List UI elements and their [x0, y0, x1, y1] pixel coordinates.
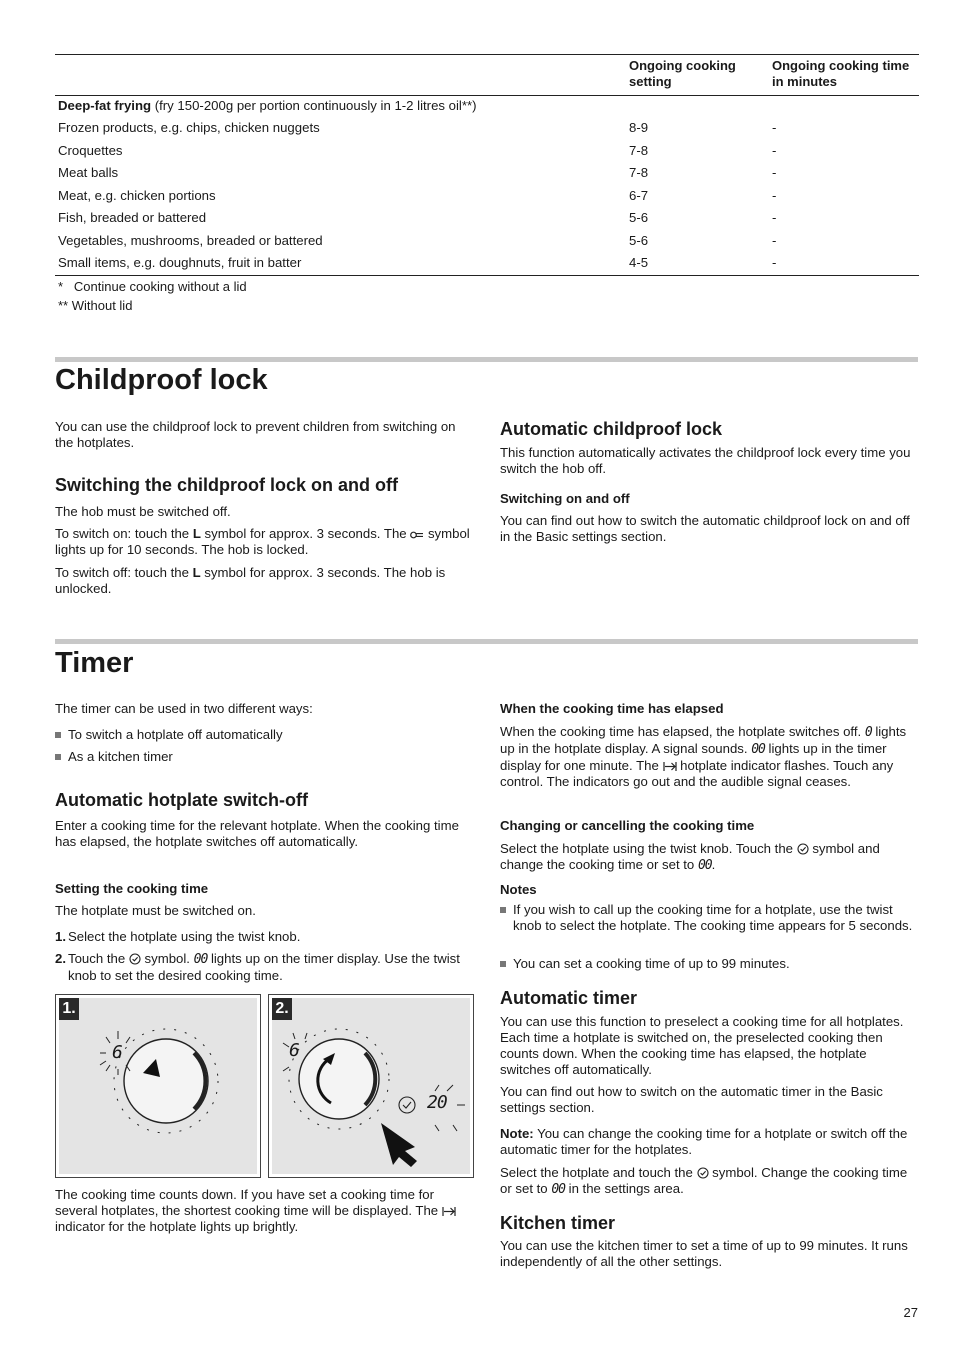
section-title-childproof: Childproof lock [55, 364, 268, 396]
table-header-rule [55, 95, 919, 96]
timer-icon [129, 953, 141, 965]
twist-knob-illustration [56, 995, 260, 1177]
heading-auto-timer: Automatic timer [500, 988, 638, 1008]
text-run: in the settings area. [564, 1181, 684, 1196]
heading-change-time: Changing or cancelling the cooking time [500, 818, 755, 833]
timer-display-digits: 20 [427, 1092, 447, 1113]
note-label: Note: [500, 1126, 534, 1141]
heading-setting-time: Setting the cooking time [55, 881, 209, 896]
table-cell-item: Vegetables, mushrooms, breaded or battered [58, 233, 323, 248]
segment-display-00: 00 [551, 1182, 565, 1197]
table-cell-setting: 4-5 [629, 255, 649, 270]
table-cell-time: - [772, 188, 777, 203]
text-run: Touch the [68, 951, 129, 966]
heading-switching-lock: Switching the childproof lock on and off [55, 475, 398, 495]
table-row [58, 120, 919, 142]
table-section-title: Deep-fat frying [58, 98, 152, 113]
text-run: To switch off: touch the [55, 565, 193, 580]
table-header-time: Ongoing cooking time in minutes [772, 58, 910, 89]
illustration-label: 1. [59, 998, 79, 1020]
text-run: lights up in the hotplate display. A signal sounds. [500, 724, 907, 756]
bullet-icon [55, 732, 61, 738]
heading-kitchen-timer: Kitchen timer [500, 1213, 616, 1233]
table-cell-item: Small items, e.g. doughnuts, fruit in batter [58, 255, 302, 270]
text-run: lights up on the timer display. Use the twist knob to set the desired cooking time. [68, 951, 460, 983]
table-cell-time: - [772, 120, 777, 135]
table-cell-setting: 5-6 [629, 233, 649, 248]
hob-off-requirement: The hob must be switched off. [55, 504, 231, 519]
step-text: Select the hotplate using the twist knob. [68, 929, 301, 944]
text-run: symbol for approx. 3 seconds. The hob is unlocked. [55, 565, 446, 596]
list-item-text: As a kitchen timer [68, 749, 173, 764]
l-symbol: L [192, 526, 201, 541]
heading-switching-on-off: Switching on and off [500, 491, 630, 506]
table-header-setting: Ongoing cooking setting [629, 58, 736, 89]
segment-display-00: 00 [697, 858, 712, 873]
auto-timer-select [500, 1165, 920, 1198]
text-run: Select the hotplate using the twist knob. Touch the [500, 841, 797, 856]
table-cell-setting: 7-8 [629, 165, 649, 180]
table-cell-item: Croquettes [58, 143, 123, 158]
table-cell-item: Meat balls [58, 165, 119, 180]
table-row [58, 188, 919, 210]
table-cell-item: Fish, breaded or battered [58, 210, 207, 225]
table-cell-setting: 7-8 [629, 143, 649, 158]
table-cell-setting: 5-6 [629, 210, 649, 225]
illustration-step-2 [268, 994, 474, 1178]
hotplate-on-requirement: The hotplate must be switched on. [55, 903, 256, 918]
table-row [58, 210, 919, 232]
section-divider [55, 639, 918, 644]
list-item-text: To switch a hotplate off automatically [68, 727, 283, 742]
table-cell-setting: 8-9 [629, 120, 649, 135]
table-row [58, 255, 919, 277]
list-item [55, 727, 470, 743]
table-row [58, 165, 919, 187]
text-run: symbol and change the cooking time or set to [500, 841, 880, 872]
table-cell-item: Meat, e.g. chicken portions [58, 188, 216, 203]
list-item-text: You can set a cooking time of up to 99 minutes. [513, 956, 790, 971]
l-symbol: L [192, 565, 201, 580]
text-run: When the cooking time has elapsed, the hotplate switches off. [500, 724, 865, 739]
text-run: lights up in the timer display for one minute. The [500, 741, 887, 773]
switch-on-instruction [55, 526, 470, 558]
auto-switchoff-text: Enter a cooking time for the relevant hotplate. When the cooking time has elapsed, the hotplate switches off automatically. [55, 818, 459, 849]
hotplate-display-digit: 6 [289, 1040, 299, 1061]
elapsed-text [500, 724, 920, 790]
step-number: 2. [55, 951, 66, 966]
step-2 [55, 951, 470, 983]
auto-timer-howto: You can find out how to switch on the automatic timer in the Basic settings section. [500, 1084, 883, 1115]
section-divider [55, 357, 918, 362]
auto-timer-text: You can use this function to preselect a cooking time for all hotplates. Each time a hotplate is switched on, the preselected cooking then counts down. When the cooking time has elapsed, the hotplate switches off automatically. [500, 1014, 904, 1077]
text-run: indicator for the hotplate lights up brightly. [55, 1219, 299, 1234]
table-section-row [58, 98, 477, 114]
twist-knob-illustration [269, 995, 473, 1177]
auto-childproof-text: This function automatically activates the childproof lock every time you switch the hob off. [500, 445, 911, 476]
text-run: You can change the cooking time for a hotplate or switch off the automatic timer for the hotplates. [500, 1126, 908, 1157]
table-top-rule [55, 54, 919, 55]
table-row [58, 233, 919, 255]
childproof-intro: You can use the childproof lock to prevent children from switching on the hotplates. [55, 419, 456, 450]
list-item [55, 749, 470, 765]
segment-display-00: 00 [751, 742, 765, 757]
segment-display-00: 00 [193, 952, 208, 967]
heading-auto-childproof: Automatic childproof lock [500, 419, 723, 439]
heading-time-elapsed: When the cooking time has elapsed [500, 701, 724, 716]
table-cell-time: - [772, 165, 777, 180]
table-section-note: (fry 150-200g per portion continuously in 1-2 litres oil**) [151, 98, 477, 113]
switch-off-instruction [55, 565, 470, 597]
table-cell-time: - [772, 255, 777, 270]
step-1 [55, 929, 470, 945]
hotplate-indicator-icon [442, 1206, 456, 1217]
table-cell-time: - [772, 210, 777, 225]
table-footnote: ** Without lid [58, 298, 133, 313]
hotplate-indicator-icon [663, 761, 677, 772]
key-lock-icon [410, 530, 424, 540]
text-run: To switch on: touch the [55, 526, 193, 541]
text-run: symbol lights up for 10 seconds. The hob is locked. [55, 526, 470, 557]
text-run: symbol for approx. 3 seconds. The [200, 526, 411, 541]
change-text [500, 841, 920, 874]
step-number: 1. [55, 929, 66, 944]
bullet-icon [55, 754, 61, 760]
table-bottom-rule [55, 275, 919, 276]
table-row [58, 143, 919, 165]
section-title-timer: Timer [55, 647, 134, 679]
bullet-icon [500, 907, 506, 913]
list-item [500, 956, 920, 972]
illustration-label: 2. [272, 998, 292, 1020]
text-run: symbol. Change the cooking time or set to [500, 1165, 908, 1196]
text-run: symbol. [140, 951, 194, 966]
timer-icon [697, 1167, 709, 1179]
text-run: The cooking time counts down. If you have set a cooking time for several hotplates, the shortest cooking time will be displayed. The [55, 1187, 442, 1218]
table-cell-setting: 6-7 [629, 188, 649, 203]
illustration-step-1 [55, 994, 261, 1178]
table-cell-item: Frozen products, e.g. chips, chicken nuggets [58, 120, 320, 135]
timer-intro: The timer can be used in two different ways: [55, 701, 313, 716]
auto-childproof-howto: You can find out how to switch the automatic childproof lock on and off in the Basic settings section. [500, 513, 910, 544]
countdown-text [55, 1187, 470, 1235]
segment-display-0: 0 [864, 725, 872, 740]
text-run: Select the hotplate and touch the [500, 1165, 697, 1180]
table-cell-time: - [772, 143, 777, 158]
hotplate-display-digit: 6 [112, 1042, 122, 1063]
timer-symbol [399, 1097, 415, 1113]
timer-icon [797, 843, 809, 855]
text-run: hotplate indicator flashes. Touch any control. The indicators go out and the audible signal ceases. [500, 758, 894, 789]
text-run: . [711, 857, 716, 872]
step-text [68, 951, 470, 984]
kitchen-timer-text: You can use the kitchen timer to set a time of up to 99 minutes. It runs independently of all the other settings. [500, 1238, 908, 1269]
heading-auto-switchoff: Automatic hotplate switch-off [55, 790, 308, 810]
page-number: 27 [903, 1305, 918, 1320]
list-item [500, 902, 920, 950]
auto-timer-note [500, 1126, 920, 1158]
table-cell-time: - [772, 233, 777, 248]
bullet-icon [500, 961, 506, 967]
list-item-text: If you wish to call up the cooking time for a hotplate, use the twist knob to select the hotplate. The cooking time appears for 5 seconds. [513, 902, 913, 933]
heading-notes: Notes [500, 882, 537, 897]
table-footnote: * Continue cooking without a lid [58, 279, 247, 294]
